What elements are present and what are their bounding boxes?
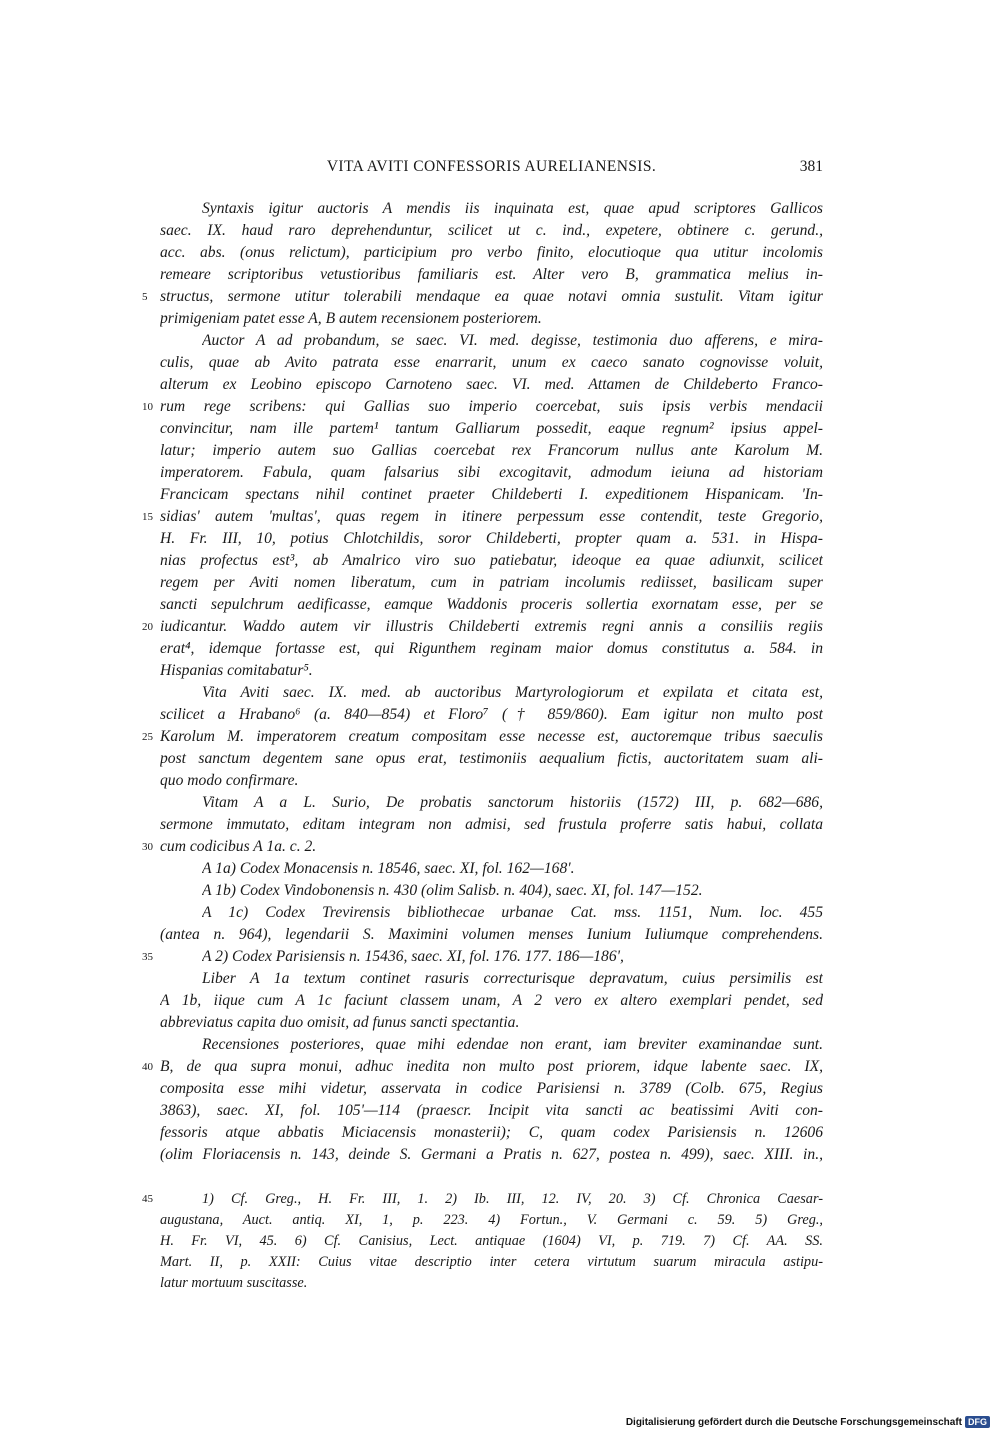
page-header: [160, 158, 823, 182]
line-number: 35: [142, 951, 153, 963]
line-number: 30: [142, 841, 153, 853]
line-number: 20: [142, 621, 153, 633]
text-line: composita esse mihi videtur, asservata in codice Parisiensi n. 3789 (Colb. 675, Regius: [160, 1080, 823, 1097]
text-line: Karolum M. imperatorem creatum compositam esse necesse est, auctoremque tribus saeculis: [160, 728, 823, 745]
text-line: (olim Floriacensis n. 143, deinde S. Germani a Pratis n. 627, postea n. 499), saec. XIII. in.,: [160, 1146, 823, 1163]
text-line: rum rege scribens: qui Gallias suo imperio coercebat, suis ipsis verbis mendacii: [160, 398, 823, 415]
text-line: remeare scriptoribus vetustioribus familiaris est. Alter vero B, grammatica melius in-: [160, 266, 823, 283]
line-number: 5: [142, 291, 148, 303]
text-line: A 1c) Codex Trevirensis bibliothecae urbanae Cat. mss. 1151, Num. loc. 455: [202, 904, 823, 921]
text-line: A 1a) Codex Monacensis n. 18546, saec. XI, fol. 162—168'.: [202, 860, 575, 877]
footnote-line: Mart. II, p. XXII: Cuius vitae descriptio inter cetera virtutum suarum miracula astipu-: [160, 1254, 823, 1270]
dfg-logo: DFG: [965, 1416, 990, 1428]
text-line: culis, quae ab Avito patrata esse enarrarit, unum ex caeco sanato cognovisse voluit,: [160, 354, 823, 371]
text-line: erat⁴, idemque fortasse est, qui Rigunthem reginam maior domus constitutus a. 584. in: [160, 640, 823, 657]
line-number: 10: [142, 401, 153, 413]
text-line: 3863), saec. XI, fol. 105'—114 (praescr. Incipit vita sancti ac beatissimi Aviti con-: [160, 1102, 823, 1119]
running-title: VITA AVITI CONFESSORIS AURELIANENSIS.: [326, 158, 657, 175]
text-line: saec. IX. haud raro deprehenduntur, scilicet ut c. ind., expetere, obtinere c. gerund.,: [160, 222, 823, 239]
footnote-line: 1) Cf. Greg., H. Fr. III, 1. 2) Ib. III, 12. IV, 20. 3) Cf. Chronica Caesar-: [202, 1191, 823, 1207]
text-line: Recensiones posteriores, quae mihi edendae non erant, iam breviter examinandae sunt.: [202, 1036, 823, 1053]
page-number: 381: [799, 158, 823, 175]
text-line: acc. abs. (onus relictum), participium pro verbo finito, elocutioque qua utitur incolomis: [160, 244, 823, 261]
text-line: Hispanias comitabatur⁵.: [160, 662, 313, 679]
text-line: A 1b) Codex Vindobonensis n. 430 (olim Salisb. n. 404), saec. XI, fol. 147—152.: [202, 882, 703, 899]
text-line: imperatorem. Fabula, quam falsarius sibi excogitavit, admodum ieiuna ad historiam: [160, 464, 823, 481]
text-line: cum codicibus A 1a. c. 2.: [160, 838, 317, 855]
text-line: structus, sermone utitur tolerabili mendaque ea quae notavi omnia sustulit. Vitam igitur: [160, 288, 823, 305]
text-line: Francicam spectans nihil continet praeter Childeberti I. expeditionem Hispanicam. 'In-: [160, 486, 823, 503]
text-line: B, de qua supra monui, adhuc inedita non multo post priorem, idque labente saec. IX,: [160, 1058, 823, 1075]
text-line: alterum ex Leobino episcopo Carnoteno saec. VI. med. Attamen de Childeberto Franco-: [160, 376, 823, 393]
digitization-credit: [626, 1416, 990, 1428]
text-line: fessoris atque abbatis Miciacensis monasterii); C, quam codex Parisiensis n. 12606: [160, 1124, 823, 1141]
line-number: 45: [142, 1193, 153, 1205]
footnote-line: augustana, Auct. antiq. XI, 1, p. 223. 4) Fortun., V. Germani c. 59. 5) Greg.,: [160, 1212, 823, 1228]
text-line: Auctor A ad probandum, se saec. VI. med. degisse, testimonia duo afferens, e mira-: [202, 332, 823, 349]
text-line: sermone immutato, editam integram non admisi, sed frustula proferre satis habui, collata: [160, 816, 823, 833]
text-line: A 2) Codex Parisiensis n. 15436, saec. XI, fol. 176. 177. 186—186',: [202, 948, 624, 965]
text-line: sancti sepulchrum aedificasse, eamque Waddonis proceris sollertia exornatam esse, per se: [160, 596, 823, 613]
text-line: Vitam A a L. Surio, De probatis sanctorum historiis (1572) III, p. 682—686,: [202, 794, 823, 811]
footnote-line: H. Fr. VI, 45. 6) Cf. Canisius, Lect. antiquae (1604) VI, p. 719. 7) Cf. AA. SS.: [160, 1233, 823, 1249]
text-line: nias profectus est³, ab Amalrico viro suo patiebatur, ideoque ea quae adiunxit, scilicet: [160, 552, 823, 569]
text-line: quo modo confirmare.: [160, 772, 299, 789]
text-line: Liber A 1a textum continet rasuris correcturisque depravatum, cuius persimilis est: [202, 970, 823, 987]
text-line: A 1b, iique cum A 1c faciunt classem unam, A 2 vero ex altero exemplari pendet, sed: [160, 992, 823, 1009]
text-line: regem per Aviti nomen liberatum, cum in patriam incolumis rediisset, basilicam super: [160, 574, 823, 591]
text-line: Syntaxis igitur auctoris A mendis iis inquinata est, quae apud scriptores Gallicos: [202, 200, 823, 217]
text-line: latur; imperio autem suo Gallias coercebat rex Francorum nullus ante Karolum M.: [160, 442, 823, 459]
line-number: 15: [142, 511, 153, 523]
text-line: sidias' autem 'multas', quas regem in itinere perpessum esse contendit, teste Gregorio,: [160, 508, 823, 525]
text-line: scilicet a Hrabano⁶ (a. 840—854) et Floro⁷ († 859/860). Eam igitur non multo post: [160, 706, 823, 723]
text-line: (antea n. 964), legendarii S. Maximini volumen menses Iunium Iuliumque comprehendens.: [160, 926, 823, 943]
credit-text: Digitalisierung gefördert durch die Deutsche Forschungsgemeinschaft: [625, 1416, 962, 1428]
line-number: 25: [142, 731, 153, 743]
line-number: 40: [142, 1061, 153, 1073]
text-line: abbreviatus capita duo omisit, ad funus sancti spectantia.: [160, 1014, 520, 1031]
text-line: Vita Aviti saec. IX. med. ab auctoribus Martyrologiorum et expilata et citata est,: [202, 684, 823, 701]
text-line: iudicantur. Waddo autem vir illustris Childeberti extremis regni annis a consiliis regiis: [160, 618, 823, 635]
text-line: H. Fr. III, 10, potius Chlotchildis, soror Childeberti, propter quam a. 531. in Hispa-: [160, 530, 823, 547]
footnote-line: latur mortuum suscitasse.: [160, 1275, 308, 1291]
text-line: primigeniam patet esse A, B autem recensionem posteriorem.: [160, 310, 542, 327]
text-line: convincitur, nam ille partem¹ tantum Galliarum possedit, eaque regnum² ipsius appel-: [160, 420, 823, 437]
text-line: post sanctum degentem sane opus erat, testimoniis aequalium fictis, auctoritatem suam ali-: [160, 750, 823, 767]
